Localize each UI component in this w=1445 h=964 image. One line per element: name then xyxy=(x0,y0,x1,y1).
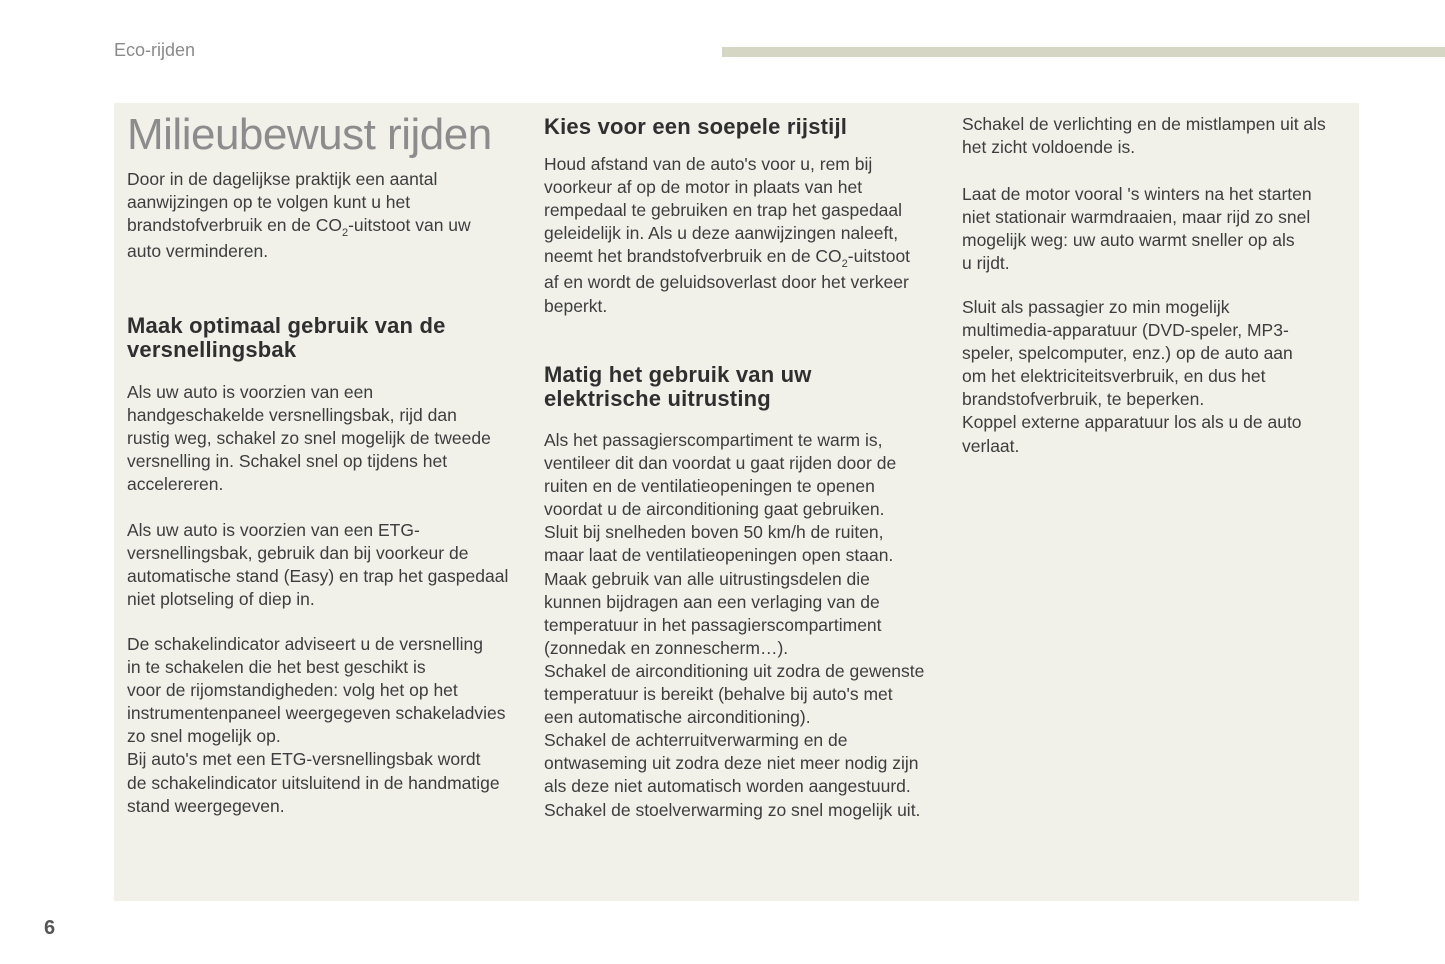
intro-paragraph: Door in de dagelijkse praktijk een aantal aanwijzingen op te volgen kunt u het brandstofverbruik en de $CO_2$-uitstoot van uw auto verminderen. xyxy=(127,169,471,262)
paragraph-multimedia: Sluit als passagier zo min mogelijk multimedia-apparatuur (DVD-speler, MP3- speler, spelcomputer, enz.) op de auto aan om het elektriciteitsverbruik, en dus het brandstofverbruik, te beperken. Koppel externe apparatuur los als u de auto verlaat. xyxy=(962,297,1302,456)
paragraph-manual-gearbox: Als uw auto is voorzien van een handgeschakelde versnellingsbak, rijd dan rustig weg, schakel zo snel mogelijk de tweede versnelling in. Schakel snel op tijdens het accelereren. xyxy=(127,382,491,495)
section-label: Eco-rijden xyxy=(114,40,196,60)
paragraph-electrical-equipment: Als het passagierscompartiment te warm is, ventileer dit dan voordat u gaat rijden door de ruiten en de ventilatieopeningen te openen voordat u de airconditioning gaat gebruiken. Sluit bij snelheden boven 50 km/h de ruiten, maar laat de ventilatieopeningen open staan. Maak gebruik van alle uitrustingsdelen die kunnen bijdragen aan een verlaging van de temperatuur in het passagierscompartiment (zonnedak en zonnescherm…). Schakel de airconditioning uit zodra de gewenste temperatuur is bereikt (behalve bij auto's met een automatische airconditioning). Schakel de achterruitverwarming en de ontwaseming uit zodra deze niet meer nodig zijn als deze niet automatisch worden aangestuurd. Schakel de stoelverwarming zo snel mogelijk uit. xyxy=(544,430,925,820)
heading-gearbox: Maak optimaal gebruik van de versnellingsbak xyxy=(127,313,446,362)
paragraph-engine-warmup: Laat de motor vooral 's winters na het starten niet stationair warmdraaien, maar rijd zo snel mogelijk weg: uw auto warmt sneller op als u rijdt. xyxy=(962,184,1312,274)
paragraph-smooth-driving: Houd afstand van de auto's voor u, rem bij voorkeur af op de motor in plaats van het rempedaal te gebruiken en trap het gaspedaal geleidelijk in. Als u deze aanwijzingen naleeft, neemt het brandstofverbruik en de $CO_2$-uitstoot af en wordt de geluidsoverlast door het verkeer beperkt. xyxy=(544,154,911,316)
page-number: 6 xyxy=(44,917,56,939)
heading-smooth-driving: Kies voor een soepele rijstijl xyxy=(544,114,848,139)
heading-electrical-equipment: Matig het gebruik van uw elektrische uitrusting xyxy=(544,362,812,411)
header-bar xyxy=(722,47,1445,57)
content-panel xyxy=(114,103,1359,901)
paragraph-gear-indicator: De schakelindicator adviseert u de versnelling in te schakelen die het best geschikt is voor de rijomstandigheden: volg het op het instrumentenpaneel weergegeven schakeladvies zo snel mogelijk op. Bij auto's met een ETG-versnellingsbak wordt de schakelindicator uitsluitend in de handmatige stand weergegeven. xyxy=(127,634,506,816)
paragraph-lights: Schakel de verlichting en de mistlampen uit als het zicht voldoende is. xyxy=(962,114,1326,158)
page-title: Milieubewust rijden xyxy=(127,110,492,159)
paragraph-etg-gearbox: Als uw auto is voorzien van een ETG- versnellingsbak, gebruik dan bij voorkeur de automatische stand (Easy) en trap het gaspedaal niet plotseling of diep in. xyxy=(127,520,509,610)
